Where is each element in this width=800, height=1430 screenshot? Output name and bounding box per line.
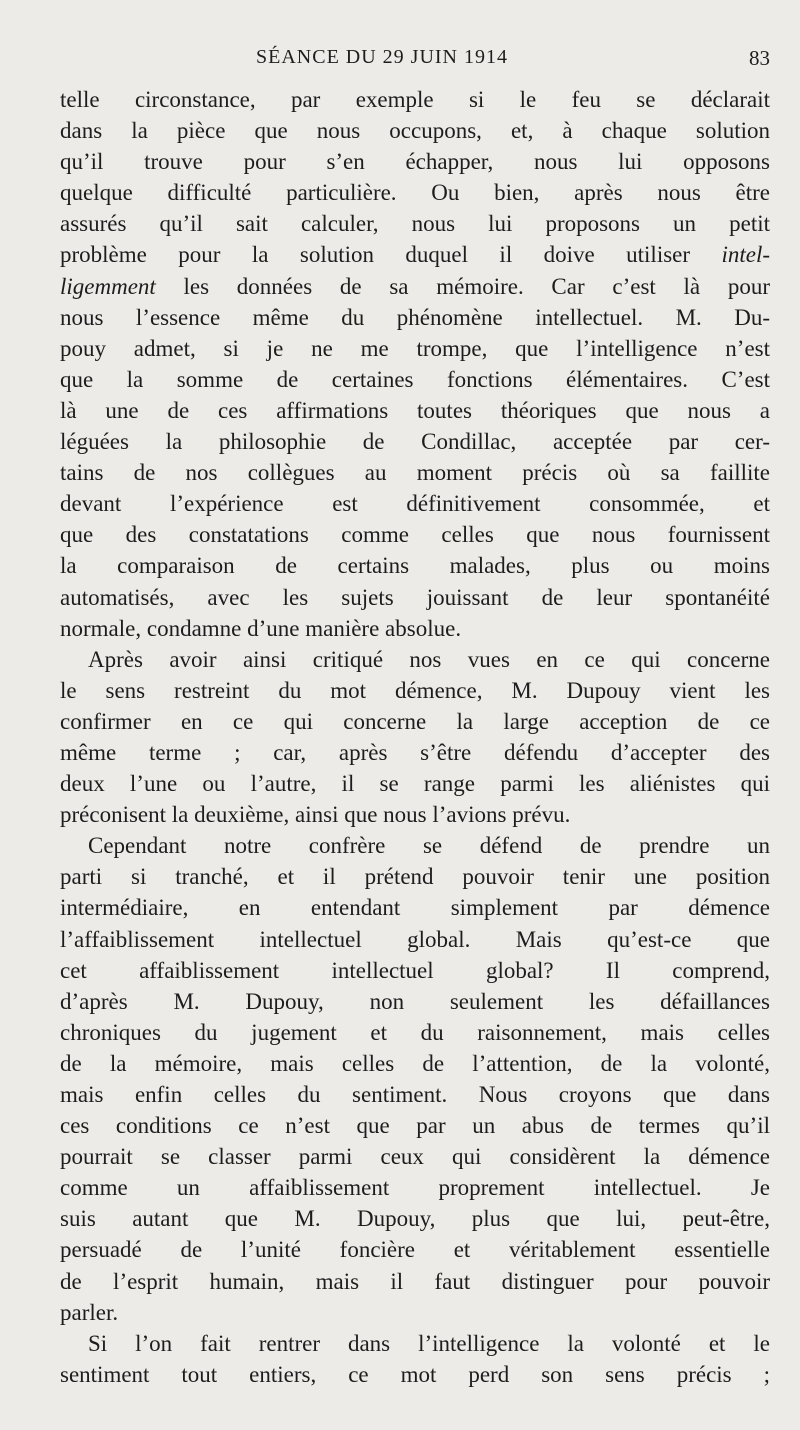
text-line: là une de ces affirmations toutes théoriques que nous a xyxy=(60,397,770,423)
text-line: Cependant notre confrère se défend de prendre un xyxy=(88,833,770,859)
text-line: deux l’une ou l’autre, il se range parmi les aliénistes qui xyxy=(60,771,770,797)
text-line: quelque difficulté particulière. Ou bien, après nous être xyxy=(60,180,770,206)
text-line: mais enfin celles du sentiment. Nous croyons que dans xyxy=(60,1082,770,1107)
text-line xyxy=(60,271,770,302)
text-line: Après avoir ainsi critiqué nos vues en ce qui concerne xyxy=(88,646,770,672)
text-line: le sens restreint du mot démence, M. Dupouy vient les xyxy=(60,677,770,703)
text-line: telle circonstance, par exemple si le feu se déclarait xyxy=(60,87,770,112)
running-head-title: SÉANCE DU 29 JUIN 1914 xyxy=(256,46,508,68)
text-line: sentiment tout entiers, ce mot perd son sens précis ; xyxy=(60,1361,770,1387)
text-line: cet affaiblissement intellectuel global? Il comprend, xyxy=(60,957,770,983)
text-line: Si l’on fait rentrer dans l’intelligence la volonté et le xyxy=(88,1330,770,1356)
text-line: la comparaison de certains malades, plus ou moins xyxy=(60,553,770,579)
text-line xyxy=(60,239,770,270)
text-line: parler. xyxy=(60,1299,119,1325)
text-line: l’affaiblissement intellectuel global. Mais qu’est-ce que xyxy=(60,926,770,952)
text-line: dans la pièce que nous occupons, et, à chaque solution xyxy=(60,118,770,144)
text-line: normale, condamne d’une manière absolue. xyxy=(60,615,462,641)
text-line: pourrait se classer parmi ceux qui considèrent la démence xyxy=(60,1144,770,1170)
running-head xyxy=(60,46,770,74)
text-line: qu’il trouve pour s’en échapper, nous lui opposons xyxy=(60,149,770,175)
text-line: d’après M. Dupouy, non seulement les défaillances xyxy=(60,988,770,1014)
text-line: même terme ; car, après s’être défendu d’accepter des xyxy=(60,739,770,765)
text-line: parti si tranché, et il prétend pouvoir tenir une position xyxy=(60,864,770,890)
text-line: confirmer en ce qui concerne la large acception de ce xyxy=(60,708,770,734)
text-line: que la somme de certaines fonctions élémentaires. C’est xyxy=(60,366,770,392)
text-segment: les données de sa mémoire. Car c’est là pour xyxy=(155,273,770,299)
text-line: tains de nos collègues au moment précis où sa faillite xyxy=(60,460,770,486)
text-line: préconisent la deuxième, ainsi que nous l’avions prévu. xyxy=(60,802,571,828)
text-line: assurés qu’il sait calculer, nous lui proposons un petit xyxy=(60,211,770,237)
text-line: ces conditions ce n’est que par un abus de termes qu’il xyxy=(60,1113,770,1139)
text-line: suis autant que M. Dupouy, plus que lui, peut-être, xyxy=(60,1206,770,1232)
text-line: persuadé de l’unité foncière et véritablement essentielle xyxy=(60,1237,770,1263)
text-line: chroniques du jugement et du raisonnement, mais celles xyxy=(60,1019,770,1045)
text-line: nous l’essence même du phénomène intellectuel. M. Du- xyxy=(60,304,770,330)
text-line: de l’esprit humain, mais il faut distinguer pour pouvoir xyxy=(60,1268,770,1294)
text-line: comme un affaiblissement proprement intellectuel. Je xyxy=(60,1175,770,1201)
text-segment: problème pour la solution duquel il doive utiliser xyxy=(60,242,722,268)
body-text xyxy=(60,84,770,1390)
text-line: que des constatations comme celles que nous fournissent xyxy=(60,522,770,548)
text-line: intermédiaire, en entendant simplement par démence xyxy=(60,895,770,921)
italic-text: intel- xyxy=(721,242,770,268)
text-line: devant l’expérience est définitivement consommée, et xyxy=(60,491,770,517)
text-line: pouy admet, si je ne me trompe, que l’intelligence n’est xyxy=(60,335,770,361)
text-line: automatisés, avec les sujets jouissant de leur spontanéité xyxy=(60,584,770,610)
text-line: léguées la philosophie de Condillac, acceptée par cer- xyxy=(60,429,770,455)
text-line: de la mémoire, mais celles de l’attention, de la volonté, xyxy=(60,1050,770,1076)
italic-text: ligemment xyxy=(60,273,156,299)
page-number: 83 xyxy=(749,46,770,70)
